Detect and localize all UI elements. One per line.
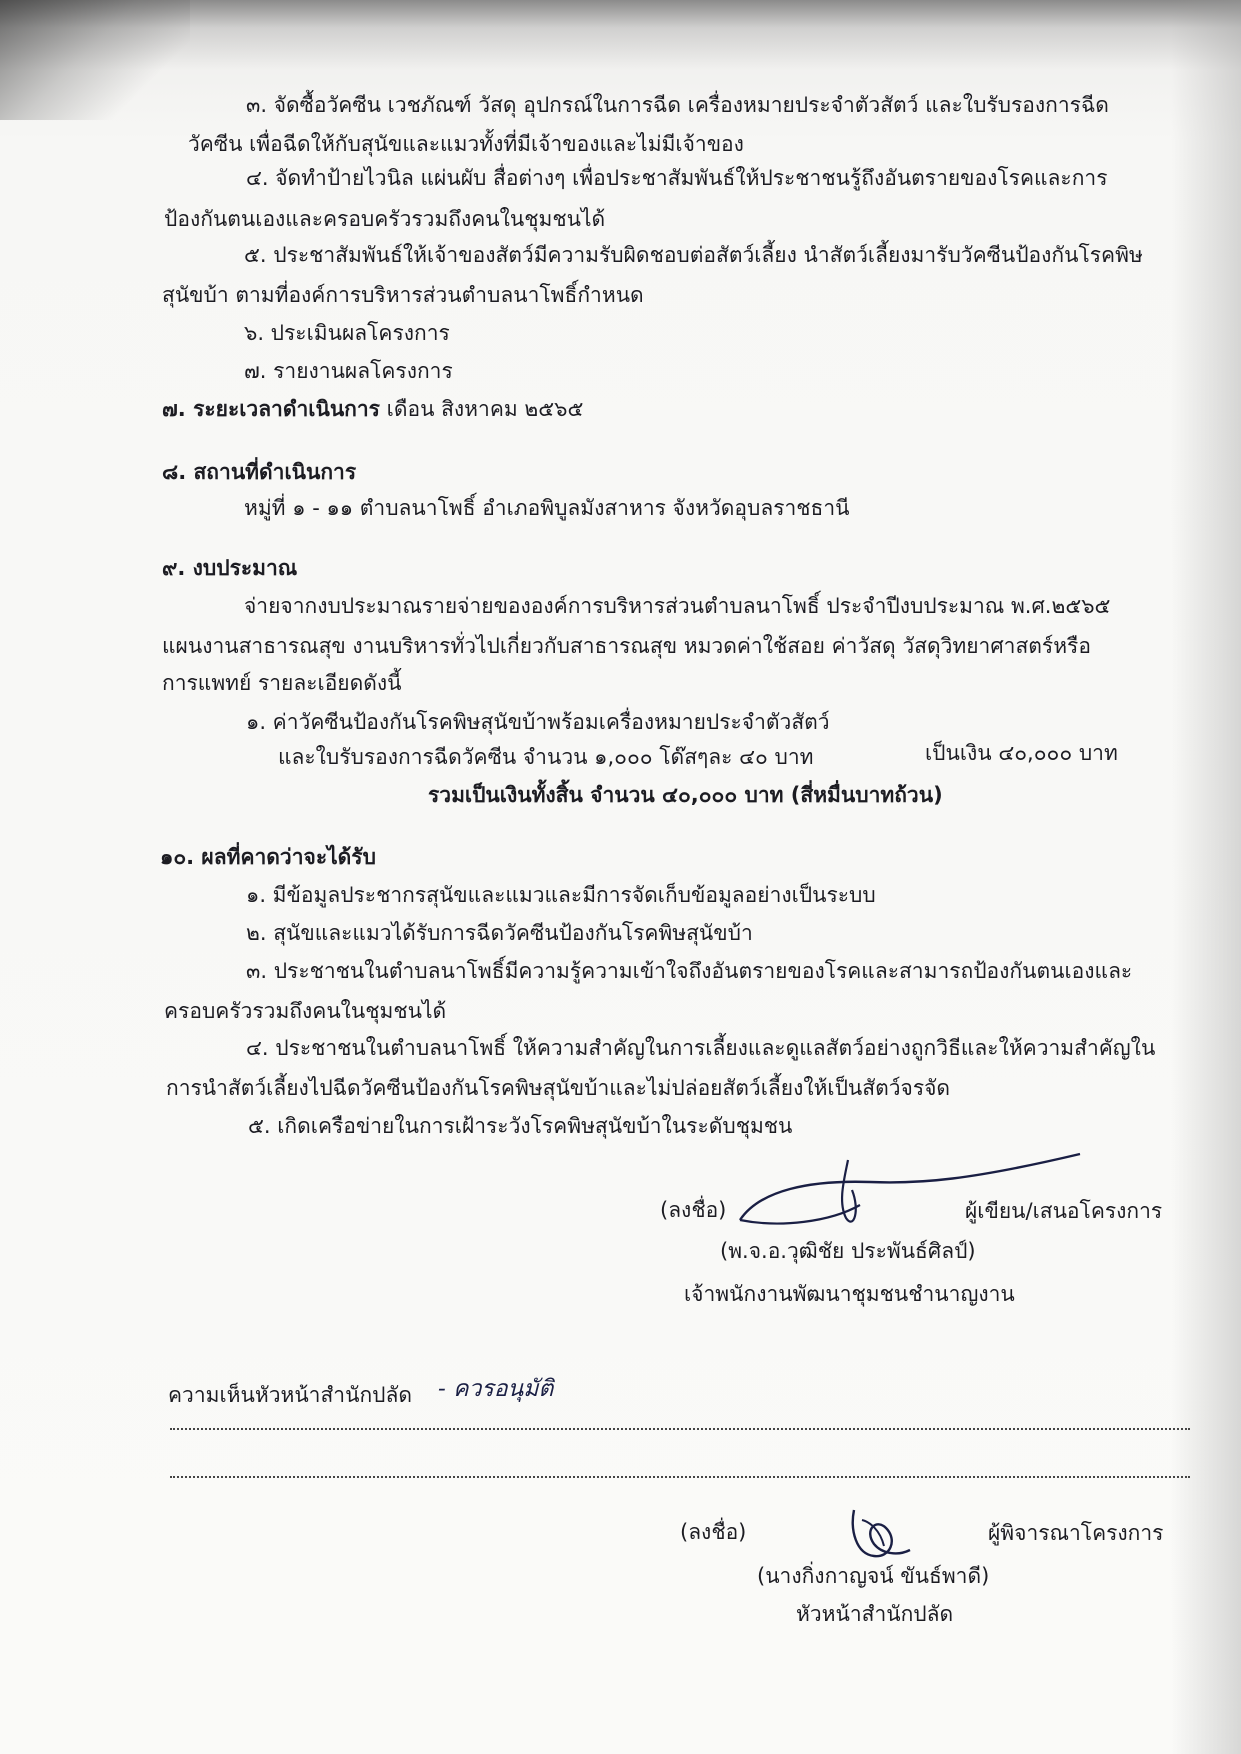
activity-4-line2: ป้องกันตนเองและครอบครัวรวมถึงคนในชุมชนได้	[164, 207, 606, 231]
signer-2-position: หัวหน้าสำนักปลัด	[796, 1602, 954, 1626]
signer-2-name: (นางกิ่งกาญจน์ ขันธ์พาดี)	[757, 1564, 990, 1588]
activity-5-line1: ๕. ประชาสัมพันธ์ให้เจ้าของสัตว์มีความรับผิดชอบต่อสัตว์เลี้ยง นำสัตว์เลี้ยงมารับวัคซีนป้องกันโรคพิษ	[244, 243, 1143, 267]
section-7	[162, 394, 583, 424]
opinion-dotted-line-2	[170, 1474, 1190, 1478]
activity-3-line2: วัคซีน เพื่อฉีดให้กับสุนัขและแมวทั้งที่มีเจ้าของและไม่มีเจ้าของ	[188, 132, 744, 156]
result-1: ๑. มีข้อมูลประชากรสุนัขและแมวและมีการจัดเก็บข้อมูลอย่างเป็นระบบ	[246, 883, 876, 907]
signature-1-image	[720, 1150, 1080, 1240]
activity-7: ๗. รายงานผลโครงการ	[244, 359, 453, 383]
section-7-value: เดือน สิงหาคม ๒๕๖๕	[386, 397, 584, 421]
signer-1-role: ผู้เขียน/เสนอโครงการ	[965, 1199, 1163, 1223]
section-8-value: หมู่ที่ ๑ - ๑๑ ตำบลนาโพธิ์ อำเภอพิบูลมังสาหาร จังหวัดอุบลราชธานี	[244, 496, 850, 520]
result-5: ๕. เกิดเครือข่ายในการเฝ้าระวังโรคพิษสุนัขบ้าในระดับชุมชน	[248, 1114, 793, 1138]
signer-1-name: (พ.จ.อ.วุฒิชัย ประพันธ์ศิลป์)	[720, 1239, 976, 1263]
budget-total: รวมเป็นเงินทั้งสิ้น จำนวน ๔๐,๐๐๐ บาท (สี่หมื่นบาทถ้วน)	[428, 783, 943, 807]
signature-2-image	[840, 1500, 920, 1570]
opinion-dotted-line-1	[170, 1426, 1190, 1430]
opinion-label: ความเห็นหัวหน้าสำนักปลัด	[168, 1383, 412, 1407]
signer-2-sign-label: (ลงชื่อ)	[680, 1520, 747, 1544]
result-2: ๒. สุนัขและแมวได้รับการฉีดวัคซีนป้องกันโรคพิษสุนัขบ้า	[246, 921, 753, 945]
activity-4-line1: ๔. จัดทำป้ายไวนิล แผ่นผับ สื่อต่างๆ เพื่อประชาสัมพันธ์ให้ประชาชนรู้ถึงอันตรายของโรคและการ	[246, 166, 1108, 190]
section-9-heading: ๙. งบประมาณ	[162, 556, 298, 580]
activity-6: ๖. ประเมินผลโครงการ	[244, 321, 450, 345]
scan-shadow-right	[1171, 0, 1241, 1754]
result-4-line2: การนำสัตว์เลี้ยงไปฉีดวัคซีนป้องกันโรคพิษสุนัขบ้าและไม่ปล่อยสัตว์เลี้ยงให้เป็นสัตว์จรจัด	[166, 1076, 951, 1100]
result-3-line2: ครอบครัวรวมถึงคนในชุมชนได้	[164, 999, 447, 1023]
budget-para-line3: การแพทย์ รายละเอียดดังนี้	[162, 671, 402, 695]
section-7-heading: ๗. ระยะเวลาดำเนินการ	[162, 397, 380, 421]
budget-item-1-line1: ๑. ค่าวัคซีนป้องกันโรคพิษสุนัขบ้าพร้อมเครื่องหมายประจำตัวสัตว์	[246, 710, 830, 734]
activity-3-line1: ๓. จัดซื้อวัคซีน เวชภัณฑ์ วัสดุ อุปกรณ์ในการฉีด เครื่องหมายประจำตัวสัตว์ และใบรับรองการฉีด	[246, 93, 1109, 117]
signer-2-role: ผู้พิจารณาโครงการ	[988, 1521, 1164, 1545]
section-10-heading: ๑๐. ผลที่คาดว่าจะได้รับ	[160, 845, 376, 869]
opinion-handwritten: - ควรอนุมัติ	[438, 1376, 554, 1402]
signer-1-sign-label: (ลงชื่อ)	[660, 1198, 727, 1222]
result-4-line1: ๔. ประชาชนในตำบลนาโพธิ์ ให้ความสำคัญในการเลี้ยงและดูแลสัตว์อย่างถูกวิธีและให้ความสำคัญใน	[246, 1036, 1156, 1060]
result-3-line1: ๓. ประชาชนในตำบลนาโพธิ์มีความรู้ความเข้าใจถึงอันตรายของโรคและสามารถป้องกันตนเองและ	[246, 959, 1133, 983]
budget-para-line2: แผนงานสาธารณสุข งานบริหารทั่วไปเกี่ยวกับสาธารณสุข หมวดค่าใช้สอย ค่าวัสดุ วัสดุวิทยาศาสตร์หรือ	[162, 634, 1091, 658]
budget-item-1-amount: เป็นเงิน ๔๐,๐๐๐ บาท	[925, 741, 1118, 765]
budget-para-line1: จ่ายจากงบประมาณรายจ่ายขององค์การบริหารส่วนตำบลนาโพธิ์ ประจำปีงบประมาณ พ.ศ.๒๕๖๕	[244, 594, 1111, 618]
budget-item-1-line2: และใบรับรองการฉีดวัคซีน จำนวน ๑,๐๐๐ โด๊สๆละ ๔๐ บาท	[278, 745, 814, 769]
section-8-heading: ๘. สถานที่ดำเนินการ	[162, 460, 357, 484]
activity-5-line2: สุนัขบ้า ตามที่องค์การบริหารส่วนตำบลนาโพธิ์กำหนด	[162, 283, 644, 307]
signer-1-position: เจ้าพนักงานพัฒนาชุมชนชำนาญงาน	[684, 1282, 1015, 1306]
scan-shadow-corner	[0, 0, 190, 120]
